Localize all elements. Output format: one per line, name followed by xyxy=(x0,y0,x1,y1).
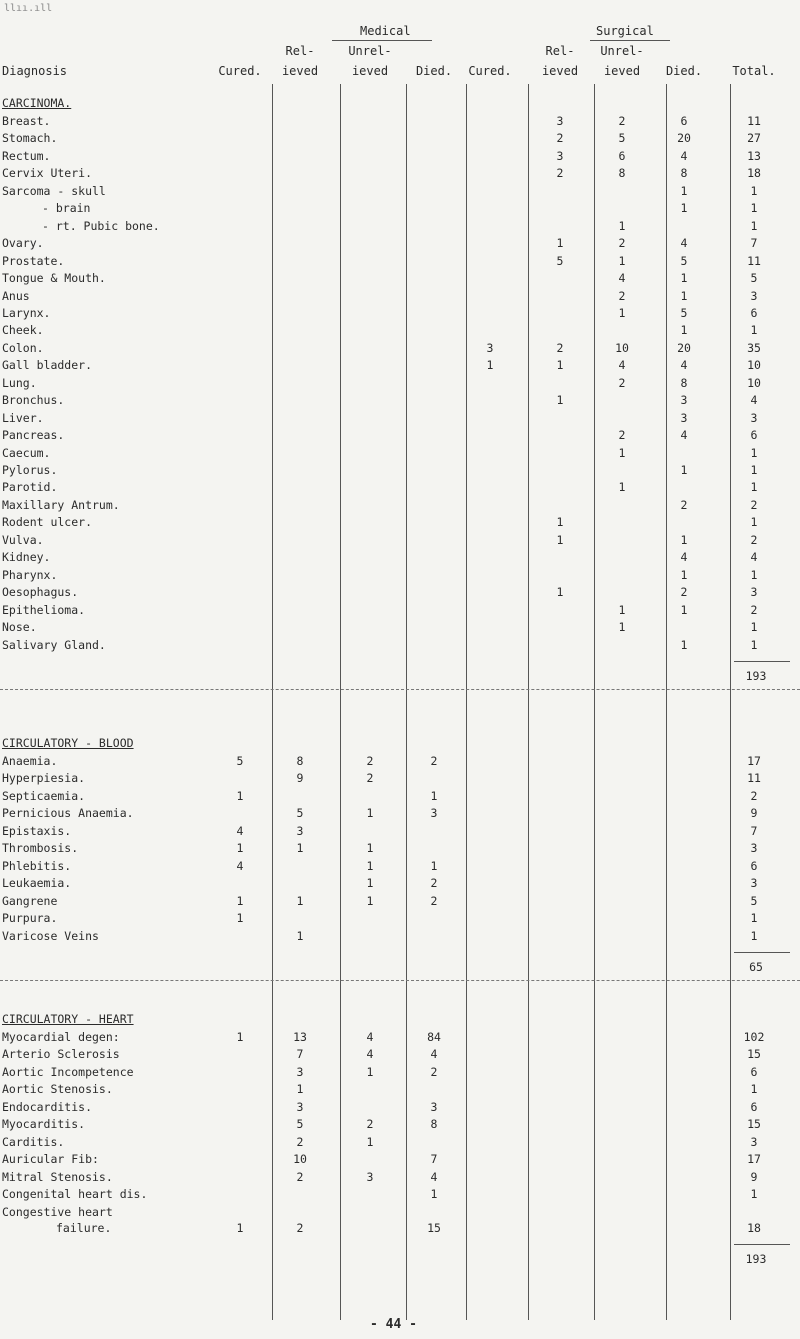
surgical-group-header: Surgical xyxy=(596,24,654,38)
cell-value: 2 xyxy=(750,532,758,547)
cell-value: 13 xyxy=(747,148,761,163)
cell-value: 2 xyxy=(618,375,626,390)
col-header-top-5: Rel- xyxy=(545,44,575,58)
total-rule xyxy=(734,661,790,662)
cell-value: 4 xyxy=(750,550,758,565)
cell-value: 5 xyxy=(680,305,688,320)
cell-value: 3 xyxy=(750,585,758,600)
cell-value: 1 xyxy=(296,928,304,943)
cell-value: 4 xyxy=(750,393,758,408)
cell-value: 1 xyxy=(556,236,564,251)
section-total: 65 xyxy=(749,959,763,974)
section-divider xyxy=(0,689,800,690)
cell-value: 2 xyxy=(556,166,564,181)
cell-value: 35 xyxy=(747,340,761,355)
cell-value: 10 xyxy=(747,358,761,373)
row-label: Stomach. xyxy=(2,131,58,146)
row-label: Breast. xyxy=(2,114,51,128)
row-label: Anus xyxy=(2,288,30,303)
cell-value: 5 xyxy=(556,253,564,268)
section-total: 193 xyxy=(745,668,767,683)
cell-value: 9 xyxy=(750,806,758,821)
cell-value: 17 xyxy=(747,1152,761,1167)
cell-value: 4 xyxy=(680,358,688,373)
row-label: Oesophagus. xyxy=(2,585,79,600)
row-label: Septicaemia. xyxy=(2,788,86,803)
cell-value: 1 xyxy=(750,323,758,338)
cell-value: 11 xyxy=(747,771,761,786)
col-header-0: Cured. xyxy=(218,64,262,78)
row-label: - brain xyxy=(42,201,91,216)
cell-value: 2 xyxy=(556,340,564,355)
row-label: Pancreas. xyxy=(2,428,65,443)
cell-value: 7 xyxy=(296,1047,304,1062)
col-header-7: Died. xyxy=(665,64,703,78)
cell-value: 5 xyxy=(680,253,688,268)
cell-value: 15 xyxy=(747,1117,761,1132)
cell-value: 1 xyxy=(680,201,688,216)
cell-value: 1 xyxy=(680,288,688,303)
cell-value: 8 xyxy=(618,166,626,181)
row-label: Anaemia. xyxy=(2,754,58,768)
column-rule xyxy=(594,84,595,1320)
cell-value: 1 xyxy=(680,637,688,652)
cell-value: 1 xyxy=(366,876,374,891)
cell-value: 20 xyxy=(677,340,691,355)
cell-value: 1 xyxy=(680,567,688,582)
cell-value: 3 xyxy=(430,806,438,821)
cell-value: 1 xyxy=(236,841,244,856)
cell-value: 1 xyxy=(296,893,304,908)
col-header-top-1: Rel- xyxy=(285,44,315,58)
row-label: Rectum. xyxy=(2,148,51,163)
cell-value: 1 xyxy=(486,358,494,373)
cell-value: 1 xyxy=(618,253,626,268)
cell-value: 4 xyxy=(618,271,626,286)
section-title: CIRCULATORY - BLOOD xyxy=(2,736,134,750)
cell-value: 1 xyxy=(296,1082,304,1097)
row-label: Auricular Fib: xyxy=(2,1152,99,1167)
row-label: Myocarditis. xyxy=(2,1117,86,1132)
cell-value: 1 xyxy=(680,602,688,617)
col-header-5: ieved xyxy=(541,64,579,78)
column-rule xyxy=(406,84,407,1320)
cell-value: 3 xyxy=(750,410,758,425)
cell-value: 5 xyxy=(296,806,304,821)
row-label: Purpura. xyxy=(2,911,58,926)
cell-value: 10 xyxy=(615,340,629,355)
cell-value: 84 xyxy=(427,1030,441,1044)
row-label: Congenital heart dis. xyxy=(2,1187,148,1202)
cell-value: 5 xyxy=(236,754,244,768)
column-rule xyxy=(666,84,667,1320)
cell-value: 4 xyxy=(236,858,244,873)
cell-value: 2 xyxy=(430,754,438,768)
row-label: Thrombosis. xyxy=(2,841,79,856)
cell-value: 15 xyxy=(427,1220,441,1235)
row-label: Larynx. xyxy=(2,305,51,320)
cell-value: 2 xyxy=(618,236,626,251)
cell-value: 5 xyxy=(750,893,758,908)
cell-value: 1 xyxy=(750,183,758,198)
cell-value: 1 xyxy=(430,1187,438,1202)
row-label: Nose. xyxy=(2,620,37,635)
cell-value: 3 xyxy=(486,340,494,355)
cell-value: 13 xyxy=(293,1030,307,1044)
cell-value: 1 xyxy=(366,1064,374,1079)
col-header-4: Cured. xyxy=(468,64,512,78)
row-label: Vulva. xyxy=(2,532,44,547)
column-rule xyxy=(340,84,341,1320)
row-label: Tongue & Mouth. xyxy=(2,271,106,286)
cell-value: 6 xyxy=(750,858,758,873)
row-label: Parotid. xyxy=(2,480,58,495)
row-label: Congestive heart xyxy=(2,1204,113,1219)
cell-value: 1 xyxy=(618,445,626,460)
cell-value: 3 xyxy=(430,1099,438,1114)
corner-mark: llıı.ıll xyxy=(4,3,53,14)
cell-value: 1 xyxy=(618,480,626,495)
cell-value: 1 xyxy=(680,183,688,198)
cell-value: 10 xyxy=(747,375,761,390)
cell-value: 1 xyxy=(750,1082,758,1097)
row-label: - rt. Pubic bone. xyxy=(42,218,160,233)
cell-value: 1 xyxy=(750,218,758,233)
cell-value: 1 xyxy=(556,585,564,600)
row-label: Kidney. xyxy=(2,550,51,565)
cell-value: 1 xyxy=(750,463,758,477)
cell-value: 1 xyxy=(680,271,688,286)
row-label: Epithelioma. xyxy=(2,602,86,617)
cell-value: 2 xyxy=(618,288,626,303)
row-label: Varicose Veins xyxy=(2,928,99,943)
section-divider xyxy=(0,980,800,981)
cell-value: 7 xyxy=(750,236,758,251)
cell-value: 3 xyxy=(556,148,564,163)
cell-value: 7 xyxy=(750,823,758,838)
cell-value: 1 xyxy=(430,788,438,803)
cell-value: 4 xyxy=(680,236,688,251)
cell-value: 1 xyxy=(750,928,758,943)
cell-value: 3 xyxy=(296,1099,304,1114)
cell-value: 7 xyxy=(430,1152,438,1167)
cell-value: 3 xyxy=(296,1064,304,1079)
page-number: - 44 - xyxy=(370,1317,417,1332)
medical-group-header: Medical xyxy=(360,24,411,38)
row-label: Salivary Gland. xyxy=(2,637,106,652)
cell-value: 3 xyxy=(556,114,564,128)
cell-value: 3 xyxy=(680,410,688,425)
cell-value: 2 xyxy=(750,602,758,617)
cell-value: 1 xyxy=(750,1187,758,1202)
cell-value: 1 xyxy=(236,911,244,926)
total-rule xyxy=(734,1244,790,1245)
column-rule xyxy=(730,84,731,1320)
cell-value: 27 xyxy=(747,131,761,146)
cell-value: 18 xyxy=(747,166,761,181)
cell-value: 6 xyxy=(750,1064,758,1079)
row-label: Pernicious Anaemia. xyxy=(2,806,134,821)
cell-value: 6 xyxy=(750,1099,758,1114)
row-label: Carditis. xyxy=(2,1134,65,1149)
cell-value: 2 xyxy=(430,876,438,891)
row-label: Pylorus. xyxy=(2,463,58,477)
medical-header-rule xyxy=(332,40,432,41)
cell-value: 8 xyxy=(680,375,688,390)
cell-value: 1 xyxy=(680,323,688,338)
total-rule xyxy=(734,952,790,953)
cell-value: 1 xyxy=(366,893,374,908)
cell-value: 1 xyxy=(750,911,758,926)
row-label: Epistaxis. xyxy=(2,823,72,838)
cell-value: 1 xyxy=(618,218,626,233)
cell-value: 4 xyxy=(430,1169,438,1184)
cell-value: 11 xyxy=(747,114,761,128)
cell-value: 4 xyxy=(680,148,688,163)
row-label: Phlebitis. xyxy=(2,858,72,873)
cell-value: 2 xyxy=(296,1169,304,1184)
cell-value: 2 xyxy=(750,788,758,803)
section-title: CIRCULATORY - HEART xyxy=(2,1012,134,1026)
row-label: Mitral Stenosis. xyxy=(2,1169,113,1184)
cell-value: 8 xyxy=(680,166,688,181)
row-label: Endocarditis. xyxy=(2,1099,93,1114)
row-label: Cervix Uteri. xyxy=(2,166,93,181)
cell-value: 1 xyxy=(680,463,688,477)
col-header-top-6: Unrel- xyxy=(600,44,644,58)
cell-value: 5 xyxy=(618,131,626,146)
cell-value: 11 xyxy=(747,253,761,268)
cell-value: 1 xyxy=(750,201,758,216)
row-label: Ovary. xyxy=(2,236,44,251)
row-label: Colon. xyxy=(2,340,44,355)
cell-value: 8 xyxy=(430,1117,438,1132)
cell-value: 15 xyxy=(747,1047,761,1062)
cell-value: 1 xyxy=(236,1220,244,1235)
cell-value: 5 xyxy=(296,1117,304,1132)
row-label: Lung. xyxy=(2,375,37,390)
col-header-1: ieved xyxy=(281,64,319,78)
cell-value: 6 xyxy=(750,305,758,320)
cell-value: 3 xyxy=(750,288,758,303)
cell-value: 2 xyxy=(680,585,688,600)
col-header-8: Total. xyxy=(732,64,776,78)
row-label: Bronchus. xyxy=(2,393,65,408)
cell-value: 4 xyxy=(366,1047,374,1062)
cell-value: 9 xyxy=(296,771,304,786)
row-label: Myocardial degen: xyxy=(2,1030,120,1044)
cell-value: 2 xyxy=(680,497,688,512)
cell-value: 17 xyxy=(747,754,761,768)
surgical-header-rule xyxy=(590,40,670,41)
row-label: Gall bladder. xyxy=(2,358,93,373)
row-label: Cheek. xyxy=(2,323,44,338)
cell-value: 1 xyxy=(556,515,564,530)
cell-value: 1 xyxy=(366,806,374,821)
cell-value: 1 xyxy=(236,788,244,803)
col-header-6: ieved xyxy=(603,64,641,78)
row-label-continued: failure. xyxy=(56,1220,112,1235)
cell-value: 2 xyxy=(430,1064,438,1079)
cell-value: 2 xyxy=(618,114,626,128)
row-label: Liver. xyxy=(2,410,44,425)
col-header-top-2: Unrel- xyxy=(348,44,392,58)
cell-value: 102 xyxy=(743,1030,765,1044)
cell-value: 3 xyxy=(296,823,304,838)
cell-value: 20 xyxy=(677,131,691,146)
column-rule xyxy=(528,84,529,1320)
cell-value: 1 xyxy=(680,532,688,547)
cell-value: 1 xyxy=(366,858,374,873)
row-label: Gangrene xyxy=(2,893,58,908)
cell-value: 1 xyxy=(556,393,564,408)
column-rule xyxy=(466,84,467,1320)
row-label: Sarcoma - skull xyxy=(2,183,106,198)
cell-value: 4 xyxy=(236,823,244,838)
cell-value: 1 xyxy=(750,620,758,635)
cell-value: 4 xyxy=(680,428,688,443)
cell-value: 6 xyxy=(750,428,758,443)
cell-value: 1 xyxy=(750,515,758,530)
cell-value: 3 xyxy=(750,1134,758,1149)
cell-value: 4 xyxy=(366,1030,374,1044)
row-label: Pharynx. xyxy=(2,567,58,582)
cell-value: 1 xyxy=(750,567,758,582)
cell-value: 1 xyxy=(296,841,304,856)
row-label: Rodent ulcer. xyxy=(2,515,93,530)
cell-value: 4 xyxy=(680,550,688,565)
row-label: Caecum. xyxy=(2,445,51,460)
row-label: Maxillary Antrum. xyxy=(2,497,120,512)
cell-value: 3 xyxy=(680,393,688,408)
cell-value: 6 xyxy=(618,148,626,163)
cell-value: 2 xyxy=(366,754,374,768)
cell-value: 1 xyxy=(618,602,626,617)
cell-value: 1 xyxy=(618,620,626,635)
cell-value: 2 xyxy=(366,771,374,786)
cell-value: 1 xyxy=(618,305,626,320)
column-rule xyxy=(272,84,273,1320)
row-label: Arterio Sclerosis xyxy=(2,1047,120,1062)
cell-value: 18 xyxy=(747,1220,761,1235)
cell-value: 2 xyxy=(556,131,564,146)
cell-value: 2 xyxy=(366,1117,374,1132)
cell-value: 2 xyxy=(430,893,438,908)
cell-value: 3 xyxy=(750,841,758,856)
cell-value: 1 xyxy=(366,1134,374,1149)
cell-value: 1 xyxy=(430,858,438,873)
cell-value: 1 xyxy=(750,445,758,460)
cell-value: 3 xyxy=(366,1169,374,1184)
cell-value: 1 xyxy=(236,893,244,908)
row-label: Aortic Incompetence xyxy=(2,1064,134,1079)
cell-value: 9 xyxy=(750,1169,758,1184)
row-label: Prostate. xyxy=(2,253,65,268)
cell-value: 3 xyxy=(750,876,758,891)
cell-value: 2 xyxy=(296,1220,304,1235)
section-total: 193 xyxy=(745,1251,767,1266)
cell-value: 1 xyxy=(556,532,564,547)
cell-value: 1 xyxy=(366,841,374,856)
cell-value: 2 xyxy=(296,1134,304,1149)
col-header-2: ieved xyxy=(351,64,389,78)
section-title: CARCINOMA. xyxy=(2,96,72,110)
diagnosis-header: Diagnosis xyxy=(2,64,68,78)
cell-value: 1 xyxy=(750,480,758,495)
row-label: Aortic Stenosis. xyxy=(2,1082,113,1097)
cell-value: 1 xyxy=(556,358,564,373)
cell-value: 4 xyxy=(618,358,626,373)
row-label: Hyperpiesia. xyxy=(2,771,86,786)
cell-value: 4 xyxy=(430,1047,438,1062)
cell-value: 6 xyxy=(680,114,688,128)
cell-value: 1 xyxy=(750,637,758,652)
cell-value: 1 xyxy=(236,1030,244,1044)
row-label: Leukaemia. xyxy=(2,876,72,891)
cell-value: 8 xyxy=(296,754,304,768)
cell-value: 2 xyxy=(750,497,758,512)
cell-value: 10 xyxy=(293,1152,307,1167)
cell-value: 2 xyxy=(618,428,626,443)
col-header-3: Died. xyxy=(415,64,453,78)
cell-value: 5 xyxy=(750,271,758,286)
